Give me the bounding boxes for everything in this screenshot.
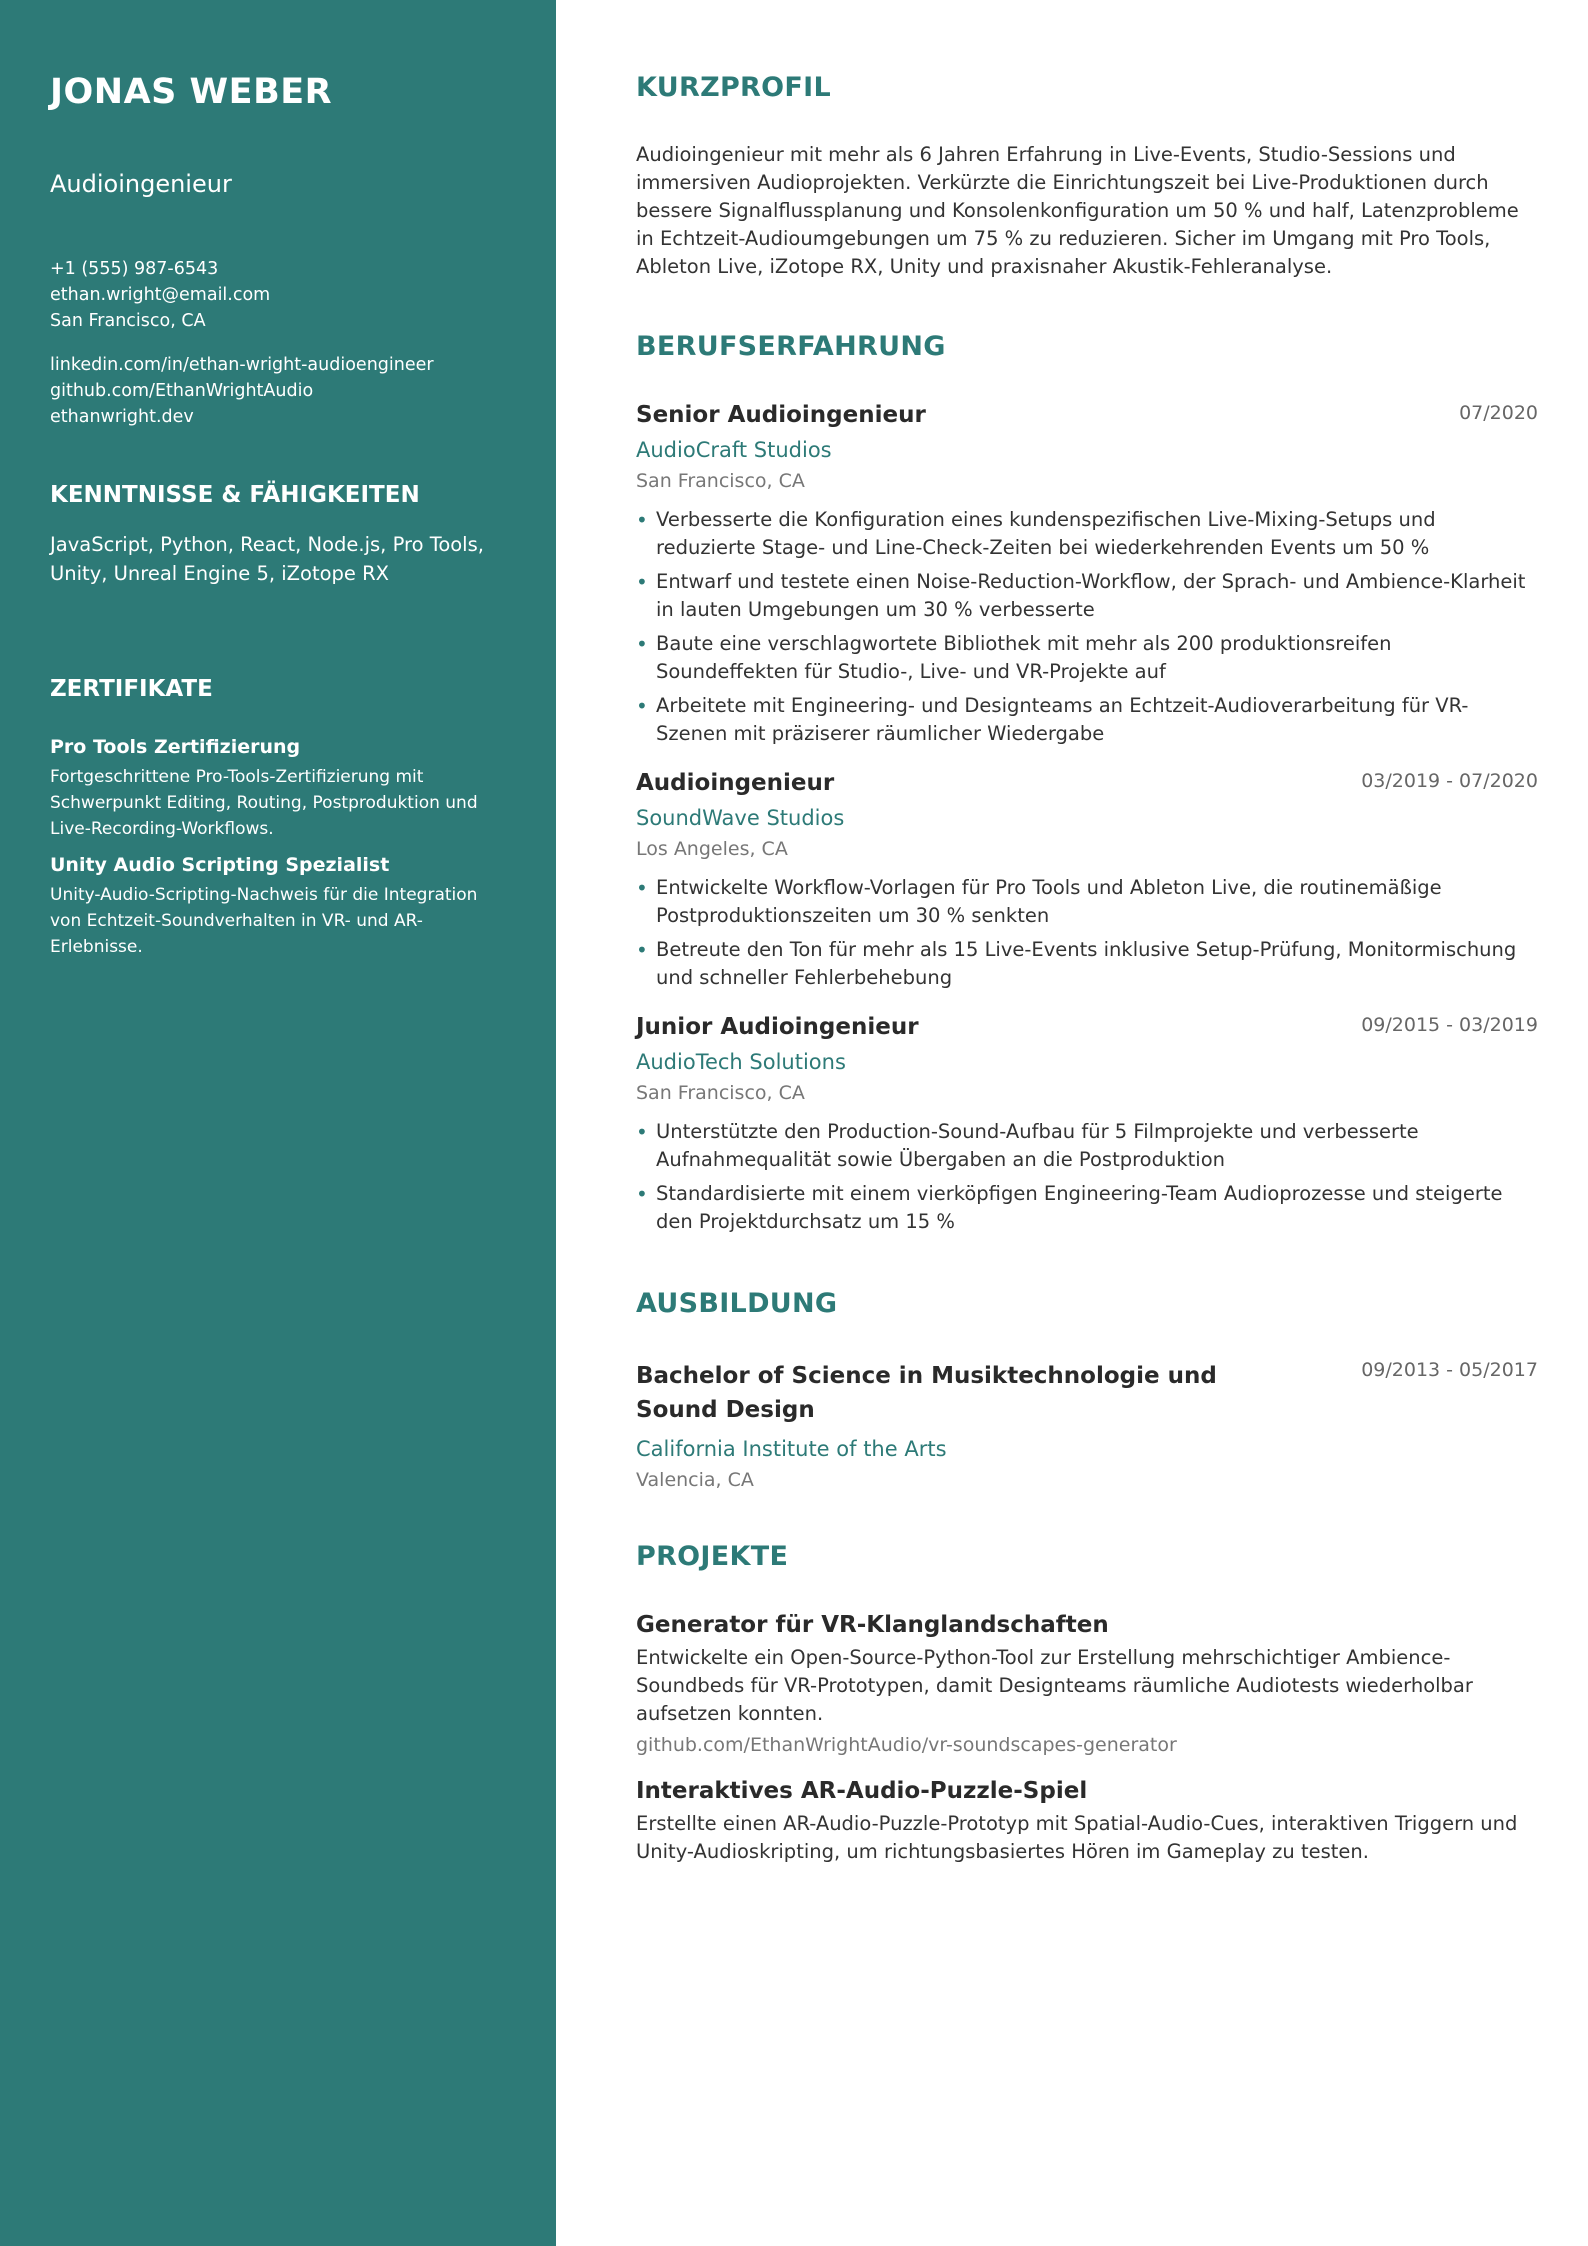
job-company: SoundWave Studios (636, 806, 845, 830)
project-title: Interaktives AR-Audio-Puzzle-Spiel (636, 1778, 1088, 1804)
project-description: Erstellte einen AR-Audio-Puzzle-Prototyp mit Spatial-Audio-Cues, interaktiven Triggern und Unity-Audioskripting, um richtungsbasiertes Hören im Gameplay zu testen. (636, 1812, 1518, 1863)
bullet-item (636, 1118, 1538, 1174)
project-entry (636, 1778, 1538, 1866)
job-company: AudioCraft Studios (636, 438, 832, 462)
certificate-description: Unity-Audio-Scripting-Nachweis für die Integration von Echtzeit-Soundverhalten in VR- und AR-Erlebnisse. (50, 885, 478, 957)
job-entry (636, 402, 1538, 748)
bullet-text: Betreute den Ton für mehr als 15 Live-Events inklusive Setup-Prüfung, Monitormischung und schneller Fehlerbehebung (656, 938, 1517, 989)
projects-heading: PROJEKTE (636, 1541, 789, 1572)
summary-text: Audioingenieur mit mehr als 6 Jahren Erfahrung in Live-Events, Studio-Sessions und immersiven Audioprojekten. Verkürzte die Einrichtungszeit bei Live-Produktionen durch bessere Signalflussplanung und Konsolenkonfiguration um 50 % und half, Latenzprobleme in Echtzeit-Audioumgebungen um 75 % zu reduzieren. Sicher im Umgang mit Pro Tools, Ableton Live, iZotope RX, Unity und praxisnaher Akustik-Fehleranalyse. (636, 143, 1519, 278)
website-link[interactable]: ethanwright.dev (50, 407, 194, 427)
job-location: Los Angeles, CA (636, 838, 788, 860)
contact-block (50, 256, 506, 334)
job-bullets (636, 874, 1538, 992)
bullet-text: Arbeitete mit Engineering- und Designteams an Echtzeit-Audioverarbeitung für VR-Szenen mit präziserer räumlicher Wiedergabe (656, 694, 1469, 745)
contact-links (50, 352, 506, 430)
job-entry (636, 1014, 1538, 1236)
education-date: 09/2013 - 05/2017 (1361, 1359, 1538, 1381)
bullet-dot-icon: • (636, 1120, 648, 1144)
education-heading: AUSBILDUNG (636, 1288, 838, 1319)
bullet-item (636, 1180, 1538, 1236)
certificates-heading: ZERTIFIKATE (50, 676, 213, 702)
candidate-role: Audioingenieur (50, 170, 232, 198)
summary-heading: KURZPROFIL (636, 72, 831, 103)
certificate-item (50, 736, 506, 842)
candidate-name: JONAS WEBER (50, 72, 333, 112)
certificate-title: Unity Audio Scripting Spezialist (50, 854, 390, 876)
bullet-dot-icon: • (636, 1182, 648, 1206)
job-title: Senior Audioingenieur (636, 402, 926, 428)
bullet-dot-icon: • (636, 938, 648, 962)
job-location: San Francisco, CA (636, 470, 805, 492)
job-company: AudioTech Solutions (636, 1050, 846, 1074)
certificate-title: Pro Tools Zertifizierung (50, 736, 301, 758)
job-title: Junior Audioingenieur (636, 1014, 919, 1040)
bullet-dot-icon: • (636, 632, 648, 656)
job-date: 03/2019 - 07/2020 (1361, 770, 1538, 792)
project-entry (636, 1612, 1538, 1756)
skills-heading: KENNTNISSE & FÄHIGKEITEN (50, 482, 420, 508)
bullet-item (636, 874, 1538, 930)
job-bullets (636, 1118, 1538, 1236)
bullet-item (636, 936, 1538, 992)
job-date: 07/2020 (1459, 402, 1538, 424)
degree-title: Bachelor of Science in Musiktechnologie und Sound Design (636, 1363, 1217, 1423)
project-link[interactable]: github.com/EthanWrightAudio/vr-soundscapes-generator (636, 1734, 1177, 1756)
experience-heading: BERUFSERFAHRUNG (636, 331, 946, 362)
bullet-item (636, 506, 1538, 562)
bullet-item (636, 630, 1538, 686)
job-date: 09/2015 - 03/2019 (1361, 1014, 1538, 1036)
certificate-description: Fortgeschrittene Pro-Tools-Zertifizierung mit Schwerpunkt Editing, Routing, Postproduktion und Live-Recording-Workflows. (50, 767, 478, 839)
bullet-dot-icon: • (636, 694, 648, 718)
school-name: California Institute of the Arts (636, 1437, 947, 1461)
skills-text: JavaScript, Python, React, Node.js, Pro Tools, Unity, Unreal Engine 5, iZotope RX (50, 533, 484, 585)
job-entry (636, 770, 1538, 992)
bullet-text: Unterstützte den Production-Sound-Aufbau für 5 Filmprojekte und verbesserte Aufnahmequalität sowie Übergaben an die Postproduktion (656, 1120, 1419, 1171)
bullet-dot-icon: • (636, 570, 648, 594)
contact-phone: +1 (555) 987-6543 (50, 259, 219, 279)
bullet-text: Standardisierte mit einem vierköpfigen Engineering-Team Audioprozesse und steigerte den Projektdurchsatz um 15 % (656, 1182, 1503, 1233)
bullet-text: Baute eine verschlagwortete Bibliothek mit mehr als 200 produktionsreifen Soundeffekten für Studio-, Live- und VR-Projekte auf (656, 632, 1392, 683)
main-content (556, 0, 1588, 2246)
github-link[interactable]: github.com/EthanWrightAudio (50, 381, 314, 401)
bullet-text: Entwarf und testete einen Noise-Reduction-Workflow, der Sprach- und Ambience-Klarheit in lauten Umgebungen um 30 % verbesserte (656, 570, 1526, 621)
bullet-text: Verbesserte die Konfiguration eines kundenspezifischen Live-Mixing-Setups und reduzierte Stage- und Line-Check-Zeiten bei wiederkehrenden Events um 50 % (656, 508, 1436, 559)
project-title: Generator für VR-Klanglandschaften (636, 1612, 1109, 1638)
job-title: Audioingenieur (636, 770, 835, 796)
bullet-dot-icon: • (636, 876, 648, 900)
bullet-item (636, 692, 1538, 748)
bullet-item (636, 568, 1538, 624)
project-description: Entwickelte ein Open-Source-Python-Tool zur Erstellung mehrschichtiger Ambience-Soundbeds für VR-Prototypen, damit Designteams räumliche Audiotests wiederholbar aufsetzen konnten. (636, 1646, 1473, 1725)
school-location: Valencia, CA (636, 1469, 754, 1491)
certificate-item (50, 854, 506, 960)
bullet-text: Entwickelte Workflow-Vorlagen für Pro Tools und Ableton Live, die routinemäßige Postproduktionszeiten um 30 % senkten (656, 876, 1442, 927)
linkedin-link[interactable]: linkedin.com/in/ethan-wright-audioengineer (50, 355, 434, 375)
contact-email: ethan.wright@email.com (50, 285, 271, 305)
bullet-dot-icon: • (636, 508, 648, 532)
job-bullets (636, 506, 1538, 748)
job-location: San Francisco, CA (636, 1082, 805, 1104)
contact-location: San Francisco, CA (50, 311, 206, 331)
education-entry (636, 1359, 1538, 1491)
sidebar (0, 0, 556, 2246)
